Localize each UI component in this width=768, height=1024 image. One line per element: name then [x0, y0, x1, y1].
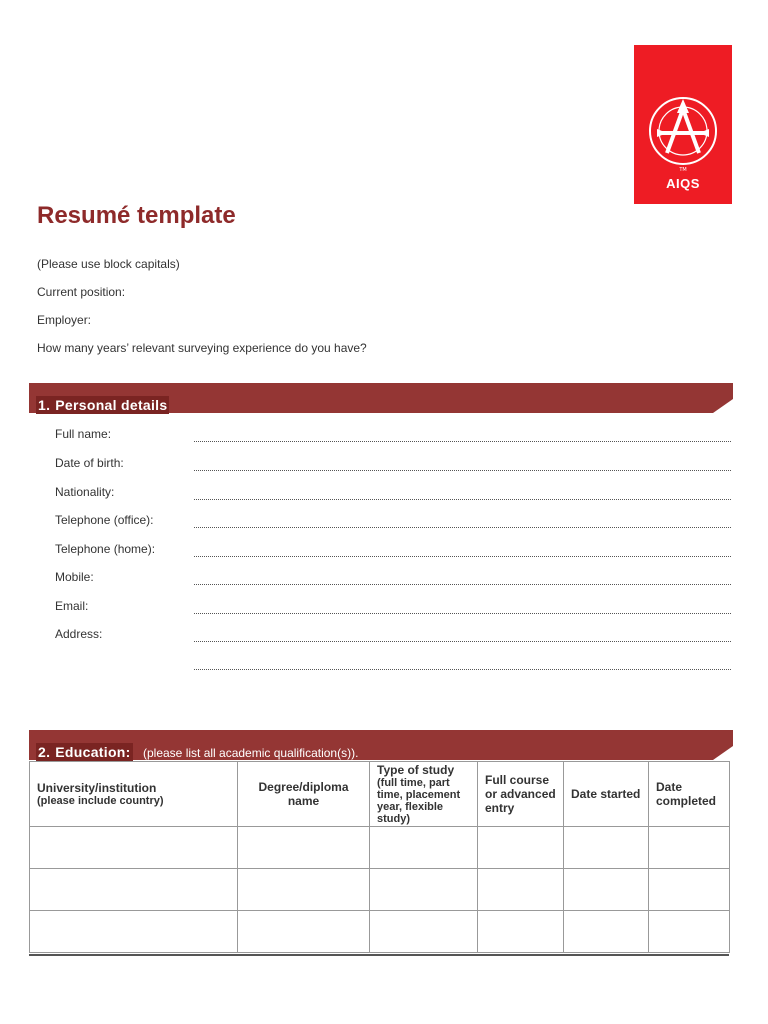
section-2-bar: [29, 730, 733, 760]
table-cell[interactable]: [238, 827, 370, 869]
header-university: [30, 762, 238, 827]
table-cell[interactable]: [370, 869, 478, 911]
mobile-label: Mobile:: [55, 570, 94, 584]
section-1-number: 1.: [38, 397, 51, 413]
section-1-heading: [36, 396, 169, 414]
table-cell[interactable]: [478, 827, 564, 869]
email-label: Email:: [55, 599, 89, 613]
table-cell[interactable]: [30, 869, 238, 911]
table-cell[interactable]: [238, 911, 370, 953]
header-date-completed: Date completed: [649, 762, 730, 827]
table-cell[interactable]: [564, 911, 649, 953]
aiqs-logo: [634, 45, 732, 204]
address-field-line-2[interactable]: [194, 669, 731, 670]
header-degree: Degree/diploma name: [238, 762, 370, 827]
address-label: Address:: [55, 627, 103, 641]
table-cell[interactable]: [478, 869, 564, 911]
dob-field[interactable]: [194, 470, 731, 471]
section-2-title: Education:: [55, 744, 131, 760]
table-bottom-rule: [29, 954, 729, 956]
education-table: [29, 761, 730, 953]
table-row: [30, 911, 730, 953]
full-name-label: Full name:: [55, 427, 112, 441]
table-row: [30, 827, 730, 869]
table-cell[interactable]: [649, 869, 730, 911]
tel-office-field[interactable]: [194, 527, 731, 528]
table-cell[interactable]: [649, 911, 730, 953]
full-name-field[interactable]: [194, 441, 731, 442]
header-university-label: University/institution: [37, 781, 157, 795]
aiqs-seal-icon: [647, 95, 719, 173]
bar-notch: [713, 746, 733, 760]
table-cell[interactable]: [649, 827, 730, 869]
table-cell[interactable]: [370, 911, 478, 953]
section-2-note: (please list all academic qualification(s)).: [143, 746, 359, 760]
dob-label: Date of birth:: [55, 456, 124, 470]
header-date-started: Date started: [564, 762, 649, 827]
table-cell[interactable]: [564, 827, 649, 869]
header-full-course: Full course or advanced entry: [478, 762, 564, 827]
table-cell[interactable]: [478, 911, 564, 953]
nationality-field[interactable]: [194, 499, 731, 500]
header-university-note: (please include country): [37, 795, 164, 807]
block-capitals-note: (Please use block capitals): [37, 257, 180, 271]
bar-notch: [713, 399, 733, 413]
nationality-label: Nationality:: [55, 485, 115, 499]
section-1-title: Personal details: [55, 397, 168, 413]
header-type-note: (full time, part time, placement year, flexible study): [377, 777, 461, 825]
page-title: Resumé template: [37, 202, 236, 229]
tel-office-label: Telephone (office):: [55, 513, 154, 527]
table-cell[interactable]: [370, 827, 478, 869]
tel-home-field[interactable]: [194, 556, 731, 557]
email-field[interactable]: [194, 613, 731, 614]
table-cell[interactable]: [564, 869, 649, 911]
experience-question[interactable]: How many years’ relevant surveying experience do you have?: [37, 341, 367, 355]
svg-text:TM: TM: [679, 167, 687, 173]
logo-text: AIQS: [666, 176, 700, 191]
mobile-field[interactable]: [194, 584, 731, 585]
header-type-of-study: [370, 762, 478, 827]
header-type-label: Type of study: [377, 763, 455, 777]
current-position-label[interactable]: Current position:: [37, 285, 126, 299]
employer-label[interactable]: Employer:: [37, 313, 92, 327]
table-cell[interactable]: [238, 869, 370, 911]
table-cell[interactable]: [30, 911, 238, 953]
tel-home-label: Telephone (home):: [55, 542, 156, 556]
table-header-row: [30, 762, 730, 827]
section-2-heading: [36, 743, 133, 761]
table-cell[interactable]: [30, 827, 238, 869]
table-row: [30, 869, 730, 911]
section-2-number: 2.: [38, 744, 51, 760]
address-field-line-1[interactable]: [194, 641, 731, 642]
